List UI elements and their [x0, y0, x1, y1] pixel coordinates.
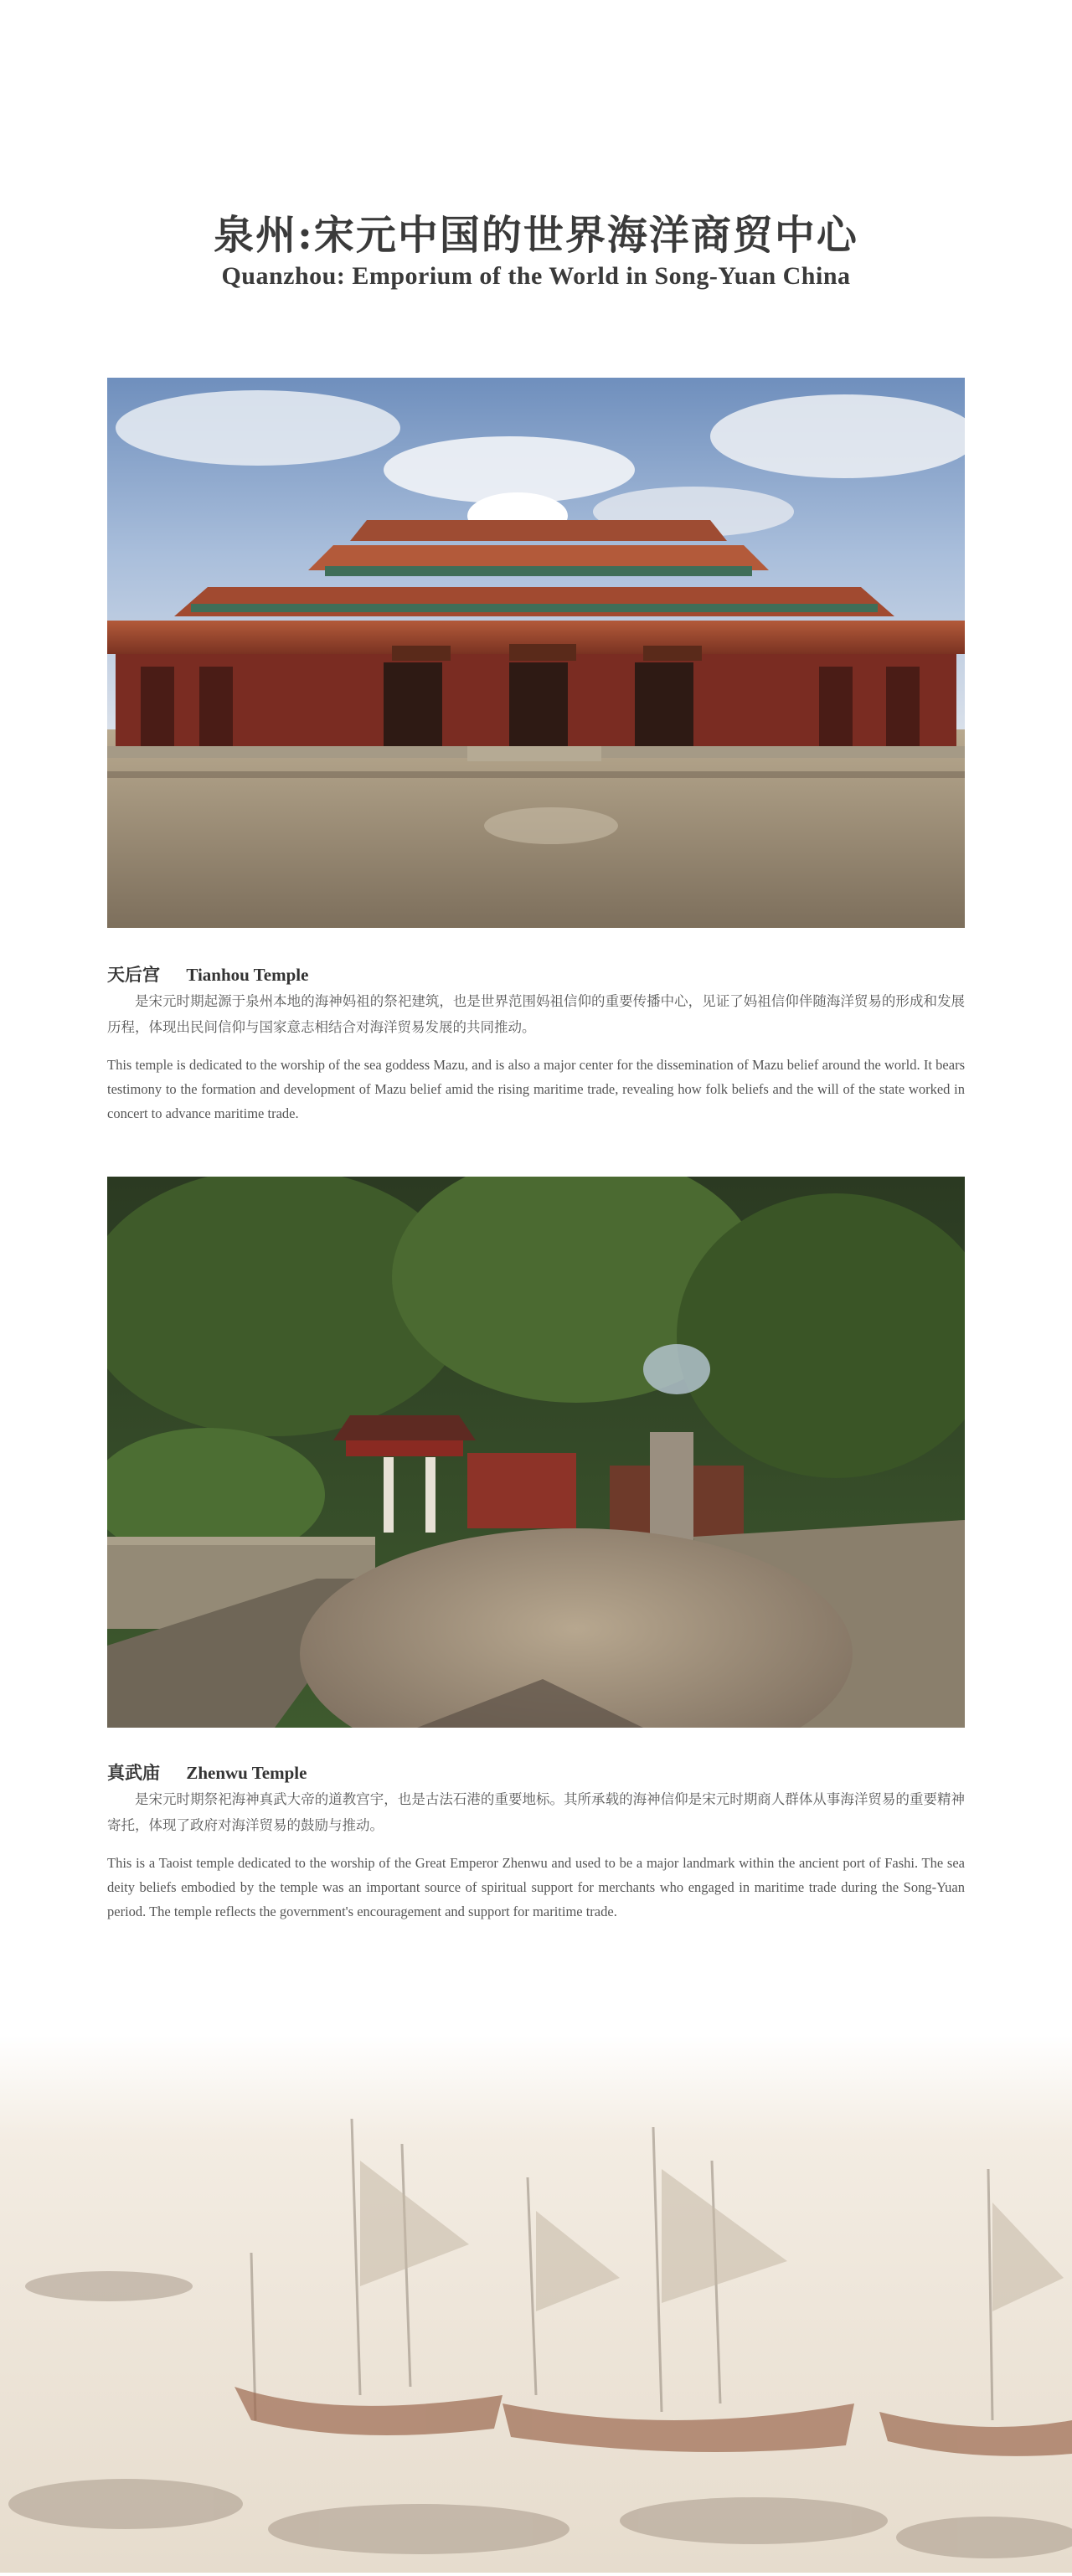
harbor-painting-background [0, 2035, 1072, 2573]
zhenwu-heading [107, 1759, 307, 1785]
tianhou-heading [107, 961, 308, 987]
tianhou-text-cn: 是宋元时期起源于泉州本地的海神妈祖的祭祀建筑，也是世界范围妈祖信仰的重要传播中心，见证了妈祖信仰伴随海洋贸易的形成和发展历程，体现出民间信仰与国家意志相结合对海洋贸易发展的共同推动。 [107, 993, 965, 1035]
zhenwu-heading-en: Zhenwu Temple [186, 1763, 307, 1783]
tianhou-text-en: This temple is dedicated to the worship of the sea goddess Mazu, and is also a major center for the dissemination of Mazu belief around the world. It bears testimony to the formation and development of Mazu belief amid the rising maritime trade, revealing how folk beliefs and the will of the state worked in concert to advance maritime trade. [107, 1057, 965, 1121]
tianhou-heading-en: Tianhou Temple [186, 965, 309, 985]
zhenwu-text-cn: 是宋元时期祭祀海神真武大帝的道教宫宇，也是古法石港的重要地标。其所承载的海神信仰是宋元时期商人群体从事海洋贸易的重要精神寄托，体现了政府对海洋贸易的鼓励与推动。 [107, 1791, 965, 1833]
zhenwu-heading-cn: 真武庙 [107, 1762, 160, 1783]
tianhou-heading-cn: 天后宫 [107, 964, 160, 985]
page-title-en: Quanzhou: Emporium of the World in Song-Yuan China [221, 262, 851, 290]
zhenwu-temple-photo [107, 1177, 965, 1728]
page-title-cn: 泉州:宋元中国的世界海洋商贸中心 [214, 212, 858, 259]
zhenwu-text-en: This is a Taoist temple dedicated to the worship of the Great Emperor Zhenwu and used to be a major landmark within the ancient port of Fashi. The sea deity beliefs embodied by the temple was an important source of spiritual support for merchants who engaged in maritime trade during the Song-Yuan period. The temple reflects the government's encouragement and support for maritime trade. [107, 1855, 965, 1919]
tianhou-temple-photo [107, 378, 965, 928]
